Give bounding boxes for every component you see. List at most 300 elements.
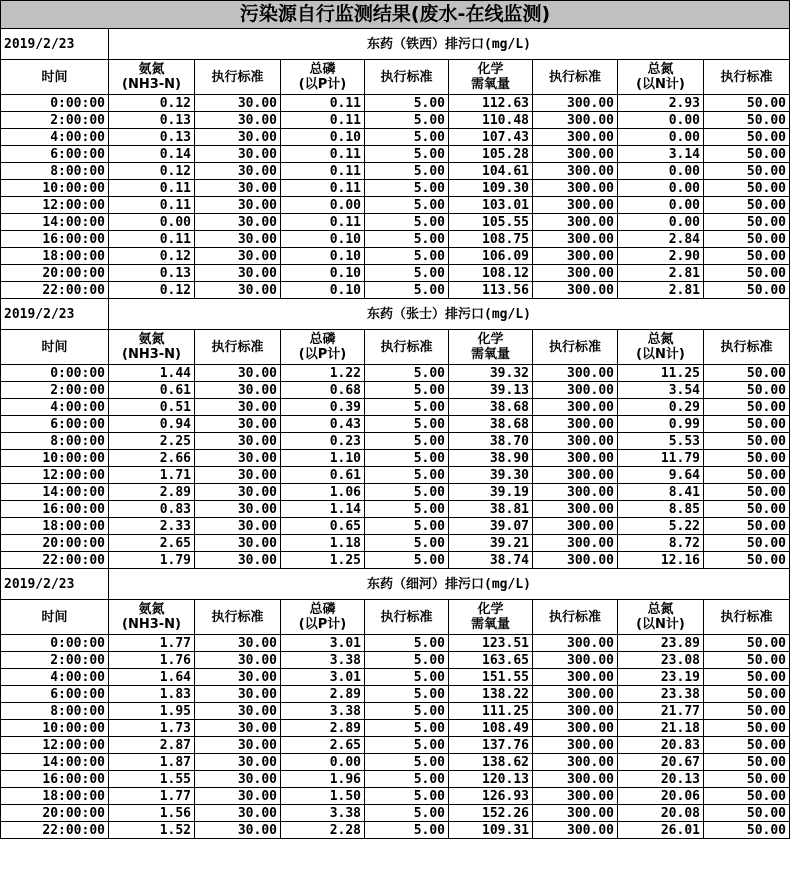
table-row	[1, 467, 790, 484]
time-cell: 2:00:00	[1, 652, 109, 669]
value-cell: 1.83	[109, 686, 195, 703]
value-cell: 30.00	[195, 669, 281, 686]
value-cell: 300.00	[533, 737, 618, 754]
value-cell: 5.00	[365, 399, 449, 416]
time-cell: 8:00:00	[1, 433, 109, 450]
value-cell: 1.77	[109, 635, 195, 652]
value-cell: 5.22	[618, 518, 704, 535]
value-cell: 0.12	[109, 248, 195, 265]
time-cell: 12:00:00	[1, 197, 109, 214]
value-cell: 300.00	[533, 214, 618, 231]
value-cell: 30.00	[195, 433, 281, 450]
value-cell: 0.14	[109, 146, 195, 163]
value-cell: 30.00	[195, 737, 281, 754]
value-cell: 0.65	[281, 518, 365, 535]
value-cell: 20.83	[618, 737, 704, 754]
table-row	[1, 248, 790, 265]
value-cell: 0.11	[109, 180, 195, 197]
value-cell: 8.72	[618, 535, 704, 552]
value-cell: 0.10	[281, 282, 365, 299]
table-row	[1, 669, 790, 686]
table-row	[1, 365, 790, 382]
value-cell: 0.11	[281, 180, 365, 197]
value-cell: 0.00	[281, 197, 365, 214]
column-header: 执行标准	[365, 600, 449, 635]
table-row	[1, 771, 790, 788]
outfall-name: 东药（张士）排污口(mg/L)	[109, 299, 790, 330]
table-row	[1, 501, 790, 518]
value-cell: 5.00	[365, 822, 449, 839]
value-cell: 2.89	[109, 484, 195, 501]
table-row	[1, 518, 790, 535]
value-cell: 103.01	[449, 197, 533, 214]
value-cell: 1.22	[281, 365, 365, 382]
table-row	[1, 399, 790, 416]
value-cell: 30.00	[195, 163, 281, 180]
value-cell: 30.00	[195, 703, 281, 720]
value-cell: 30.00	[195, 248, 281, 265]
value-cell: 1.76	[109, 652, 195, 669]
value-cell: 0.00	[618, 129, 704, 146]
value-cell: 1.73	[109, 720, 195, 737]
value-cell: 38.68	[449, 416, 533, 433]
time-cell: 22:00:00	[1, 282, 109, 299]
time-cell: 16:00:00	[1, 771, 109, 788]
value-cell: 30.00	[195, 129, 281, 146]
value-cell: 300.00	[533, 501, 618, 518]
value-cell: 50.00	[704, 382, 790, 399]
value-cell: 5.00	[365, 501, 449, 518]
value-cell: 5.00	[365, 669, 449, 686]
column-header: 执行标准	[365, 60, 449, 95]
value-cell: 23.08	[618, 652, 704, 669]
column-header: 执行标准	[533, 60, 618, 95]
value-cell: 0.00	[618, 214, 704, 231]
time-cell: 14:00:00	[1, 754, 109, 771]
value-cell: 1.14	[281, 501, 365, 518]
value-cell: 5.00	[365, 129, 449, 146]
time-cell: 16:00:00	[1, 501, 109, 518]
value-cell: 5.00	[365, 433, 449, 450]
time-cell: 2:00:00	[1, 112, 109, 129]
value-cell: 50.00	[704, 112, 790, 129]
value-cell: 300.00	[533, 197, 618, 214]
value-cell: 137.76	[449, 737, 533, 754]
value-cell: 30.00	[195, 399, 281, 416]
value-cell: 300.00	[533, 822, 618, 839]
value-cell: 1.18	[281, 535, 365, 552]
value-cell: 2.81	[618, 265, 704, 282]
value-cell: 5.00	[365, 703, 449, 720]
value-cell: 300.00	[533, 635, 618, 652]
value-cell: 50.00	[704, 265, 790, 282]
value-cell: 2.33	[109, 518, 195, 535]
column-header: 执行标准	[533, 330, 618, 365]
value-cell: 5.00	[365, 382, 449, 399]
time-cell: 2:00:00	[1, 382, 109, 399]
table-row	[1, 805, 790, 822]
value-cell: 50.00	[704, 669, 790, 686]
column-header: 执行标准	[533, 600, 618, 635]
column-header: 总氮 (以N计)	[618, 330, 704, 365]
table-row	[1, 484, 790, 501]
column-header: 执行标准	[704, 600, 790, 635]
value-cell: 30.00	[195, 282, 281, 299]
value-cell: 0.61	[109, 382, 195, 399]
value-cell: 12.16	[618, 552, 704, 569]
value-cell: 300.00	[533, 720, 618, 737]
value-cell: 50.00	[704, 146, 790, 163]
value-cell: 30.00	[195, 382, 281, 399]
value-cell: 30.00	[195, 788, 281, 805]
value-cell: 50.00	[704, 467, 790, 484]
value-cell: 300.00	[533, 450, 618, 467]
value-cell: 50.00	[704, 95, 790, 112]
table-row	[1, 703, 790, 720]
value-cell: 30.00	[195, 535, 281, 552]
value-cell: 112.63	[449, 95, 533, 112]
table-row	[1, 231, 790, 248]
value-cell: 50.00	[704, 771, 790, 788]
value-cell: 0.99	[618, 416, 704, 433]
value-cell: 0.61	[281, 467, 365, 484]
value-cell: 50.00	[704, 129, 790, 146]
time-cell: 20:00:00	[1, 535, 109, 552]
value-cell: 50.00	[704, 686, 790, 703]
value-cell: 5.53	[618, 433, 704, 450]
value-cell: 108.75	[449, 231, 533, 248]
column-header: 时间	[1, 330, 109, 365]
value-cell: 1.10	[281, 450, 365, 467]
value-cell: 5.00	[365, 112, 449, 129]
time-cell: 0:00:00	[1, 95, 109, 112]
time-cell: 18:00:00	[1, 518, 109, 535]
time-cell: 0:00:00	[1, 365, 109, 382]
time-cell: 22:00:00	[1, 822, 109, 839]
value-cell: 110.48	[449, 112, 533, 129]
value-cell: 30.00	[195, 214, 281, 231]
value-cell: 0.10	[281, 265, 365, 282]
value-cell: 300.00	[533, 146, 618, 163]
value-cell: 0.12	[109, 282, 195, 299]
value-cell: 300.00	[533, 248, 618, 265]
column-header: 执行标准	[195, 600, 281, 635]
value-cell: 50.00	[704, 248, 790, 265]
value-cell: 38.70	[449, 433, 533, 450]
value-cell: 1.64	[109, 669, 195, 686]
column-header: 总磷 (以P计)	[281, 600, 365, 635]
value-cell: 300.00	[533, 129, 618, 146]
time-cell: 14:00:00	[1, 484, 109, 501]
value-cell: 300.00	[533, 382, 618, 399]
value-cell: 2.93	[618, 95, 704, 112]
value-cell: 5.00	[365, 754, 449, 771]
value-cell: 30.00	[195, 450, 281, 467]
value-cell: 5.00	[365, 416, 449, 433]
column-header-row	[1, 60, 790, 95]
value-cell: 1.96	[281, 771, 365, 788]
value-cell: 2.65	[281, 737, 365, 754]
table-row	[1, 822, 790, 839]
value-cell: 30.00	[195, 635, 281, 652]
value-cell: 50.00	[704, 399, 790, 416]
time-cell: 22:00:00	[1, 552, 109, 569]
time-cell: 18:00:00	[1, 788, 109, 805]
value-cell: 50.00	[704, 535, 790, 552]
column-header: 时间	[1, 60, 109, 95]
value-cell: 105.55	[449, 214, 533, 231]
value-cell: 1.71	[109, 467, 195, 484]
value-cell: 105.28	[449, 146, 533, 163]
value-cell: 39.07	[449, 518, 533, 535]
column-header: 执行标准	[195, 60, 281, 95]
table-row	[1, 95, 790, 112]
column-header: 时间	[1, 600, 109, 635]
sheet-title: 污染源自行监测结果(废水-在线监测)	[1, 1, 790, 29]
column-header: 氨氮 (NH3-N)	[109, 600, 195, 635]
value-cell: 2.66	[109, 450, 195, 467]
value-cell: 5.00	[365, 805, 449, 822]
value-cell: 30.00	[195, 112, 281, 129]
value-cell: 138.62	[449, 754, 533, 771]
table-row	[1, 163, 790, 180]
value-cell: 5.00	[365, 484, 449, 501]
time-cell: 20:00:00	[1, 265, 109, 282]
value-cell: 30.00	[195, 501, 281, 518]
table-row	[1, 197, 790, 214]
value-cell: 5.00	[365, 771, 449, 788]
table-row	[1, 433, 790, 450]
value-cell: 5.00	[365, 467, 449, 484]
value-cell: 5.00	[365, 180, 449, 197]
outfall-name: 东药（铁西）排污口(mg/L)	[109, 29, 790, 60]
value-cell: 300.00	[533, 788, 618, 805]
value-cell: 50.00	[704, 180, 790, 197]
value-cell: 50.00	[704, 822, 790, 839]
time-cell: 4:00:00	[1, 669, 109, 686]
table-row	[1, 737, 790, 754]
table-row	[1, 720, 790, 737]
value-cell: 39.32	[449, 365, 533, 382]
table-row	[1, 788, 790, 805]
value-cell: 5.00	[365, 788, 449, 805]
value-cell: 151.55	[449, 669, 533, 686]
value-cell: 30.00	[195, 686, 281, 703]
column-header: 化学 需氧量	[449, 330, 533, 365]
column-header: 执行标准	[704, 60, 790, 95]
value-cell: 0.00	[618, 112, 704, 129]
value-cell: 5.00	[365, 450, 449, 467]
value-cell: 5.00	[365, 282, 449, 299]
value-cell: 50.00	[704, 231, 790, 248]
value-cell: 300.00	[533, 669, 618, 686]
value-cell: 3.38	[281, 805, 365, 822]
column-header: 总磷 (以P计)	[281, 330, 365, 365]
value-cell: 300.00	[533, 535, 618, 552]
column-header: 氨氮 (NH3-N)	[109, 60, 195, 95]
table-row	[1, 686, 790, 703]
column-header: 总磷 (以P计)	[281, 60, 365, 95]
value-cell: 30.00	[195, 552, 281, 569]
value-cell: 26.01	[618, 822, 704, 839]
value-cell: 120.13	[449, 771, 533, 788]
value-cell: 50.00	[704, 805, 790, 822]
value-cell: 300.00	[533, 365, 618, 382]
value-cell: 30.00	[195, 146, 281, 163]
value-cell: 5.00	[365, 265, 449, 282]
value-cell: 30.00	[195, 265, 281, 282]
value-cell: 5.00	[365, 737, 449, 754]
value-cell: 300.00	[533, 518, 618, 535]
time-cell: 16:00:00	[1, 231, 109, 248]
value-cell: 300.00	[533, 754, 618, 771]
value-cell: 3.01	[281, 635, 365, 652]
value-cell: 9.64	[618, 467, 704, 484]
value-cell: 0.11	[281, 95, 365, 112]
value-cell: 2.81	[618, 282, 704, 299]
value-cell: 30.00	[195, 822, 281, 839]
value-cell: 3.38	[281, 703, 365, 720]
value-cell: 107.43	[449, 129, 533, 146]
column-header: 化学 需氧量	[449, 600, 533, 635]
value-cell: 23.38	[618, 686, 704, 703]
value-cell: 30.00	[195, 518, 281, 535]
value-cell: 138.22	[449, 686, 533, 703]
section-header-row	[1, 29, 790, 60]
value-cell: 0.11	[109, 231, 195, 248]
value-cell: 0.12	[109, 95, 195, 112]
value-cell: 1.50	[281, 788, 365, 805]
value-cell: 1.95	[109, 703, 195, 720]
table-row	[1, 635, 790, 652]
value-cell: 2.25	[109, 433, 195, 450]
value-cell: 30.00	[195, 180, 281, 197]
value-cell: 5.00	[365, 720, 449, 737]
value-cell: 1.55	[109, 771, 195, 788]
section-header-row	[1, 569, 790, 600]
value-cell: 0.00	[618, 163, 704, 180]
table-row	[1, 129, 790, 146]
value-cell: 109.30	[449, 180, 533, 197]
value-cell: 50.00	[704, 163, 790, 180]
value-cell: 0.11	[281, 163, 365, 180]
value-cell: 123.51	[449, 635, 533, 652]
value-cell: 0.13	[109, 129, 195, 146]
value-cell: 50.00	[704, 433, 790, 450]
time-cell: 6:00:00	[1, 686, 109, 703]
value-cell: 20.08	[618, 805, 704, 822]
value-cell: 50.00	[704, 214, 790, 231]
value-cell: 1.56	[109, 805, 195, 822]
table-row	[1, 282, 790, 299]
value-cell: 5.00	[365, 686, 449, 703]
value-cell: 30.00	[195, 197, 281, 214]
value-cell: 2.89	[281, 720, 365, 737]
table-row	[1, 382, 790, 399]
value-cell: 0.10	[281, 231, 365, 248]
value-cell: 0.11	[281, 112, 365, 129]
value-cell: 50.00	[704, 635, 790, 652]
table-row	[1, 214, 790, 231]
value-cell: 300.00	[533, 805, 618, 822]
value-cell: 5.00	[365, 365, 449, 382]
value-cell: 2.90	[618, 248, 704, 265]
title-row	[1, 1, 790, 29]
column-header: 执行标准	[365, 330, 449, 365]
value-cell: 39.30	[449, 467, 533, 484]
value-cell: 163.65	[449, 652, 533, 669]
value-cell: 30.00	[195, 805, 281, 822]
value-cell: 20.67	[618, 754, 704, 771]
value-cell: 1.77	[109, 788, 195, 805]
value-cell: 0.00	[109, 214, 195, 231]
outfall-name: 东药（细河）排污口(mg/L)	[109, 569, 790, 600]
value-cell: 50.00	[704, 754, 790, 771]
time-cell: 0:00:00	[1, 635, 109, 652]
value-cell: 30.00	[195, 231, 281, 248]
section-header-row	[1, 299, 790, 330]
value-cell: 0.13	[109, 112, 195, 129]
value-cell: 8.85	[618, 501, 704, 518]
value-cell: 0.43	[281, 416, 365, 433]
column-header-row	[1, 600, 790, 635]
time-cell: 12:00:00	[1, 737, 109, 754]
value-cell: 300.00	[533, 265, 618, 282]
value-cell: 50.00	[704, 416, 790, 433]
value-cell: 300.00	[533, 112, 618, 129]
value-cell: 0.11	[109, 197, 195, 214]
value-cell: 30.00	[195, 416, 281, 433]
value-cell: 30.00	[195, 754, 281, 771]
table-row	[1, 652, 790, 669]
value-cell: 30.00	[195, 652, 281, 669]
value-cell: 50.00	[704, 282, 790, 299]
value-cell: 1.06	[281, 484, 365, 501]
value-cell: 5.00	[365, 95, 449, 112]
value-cell: 23.19	[618, 669, 704, 686]
value-cell: 30.00	[195, 720, 281, 737]
time-cell: 4:00:00	[1, 399, 109, 416]
value-cell: 3.14	[618, 146, 704, 163]
table-row	[1, 754, 790, 771]
value-cell: 152.26	[449, 805, 533, 822]
value-cell: 300.00	[533, 652, 618, 669]
value-cell: 1.25	[281, 552, 365, 569]
value-cell: 300.00	[533, 95, 618, 112]
value-cell: 1.52	[109, 822, 195, 839]
value-cell: 300.00	[533, 163, 618, 180]
value-cell: 300.00	[533, 703, 618, 720]
value-cell: 300.00	[533, 433, 618, 450]
table-row	[1, 265, 790, 282]
time-cell: 4:00:00	[1, 129, 109, 146]
value-cell: 300.00	[533, 282, 618, 299]
time-cell: 10:00:00	[1, 720, 109, 737]
value-cell: 104.61	[449, 163, 533, 180]
value-cell: 39.13	[449, 382, 533, 399]
value-cell: 20.13	[618, 771, 704, 788]
table-row	[1, 450, 790, 467]
value-cell: 0.23	[281, 433, 365, 450]
column-header: 总氮 (以N计)	[618, 600, 704, 635]
value-cell: 0.29	[618, 399, 704, 416]
time-cell: 8:00:00	[1, 163, 109, 180]
value-cell: 38.81	[449, 501, 533, 518]
time-cell: 6:00:00	[1, 146, 109, 163]
value-cell: 50.00	[704, 737, 790, 754]
value-cell: 5.00	[365, 248, 449, 265]
value-cell: 30.00	[195, 484, 281, 501]
